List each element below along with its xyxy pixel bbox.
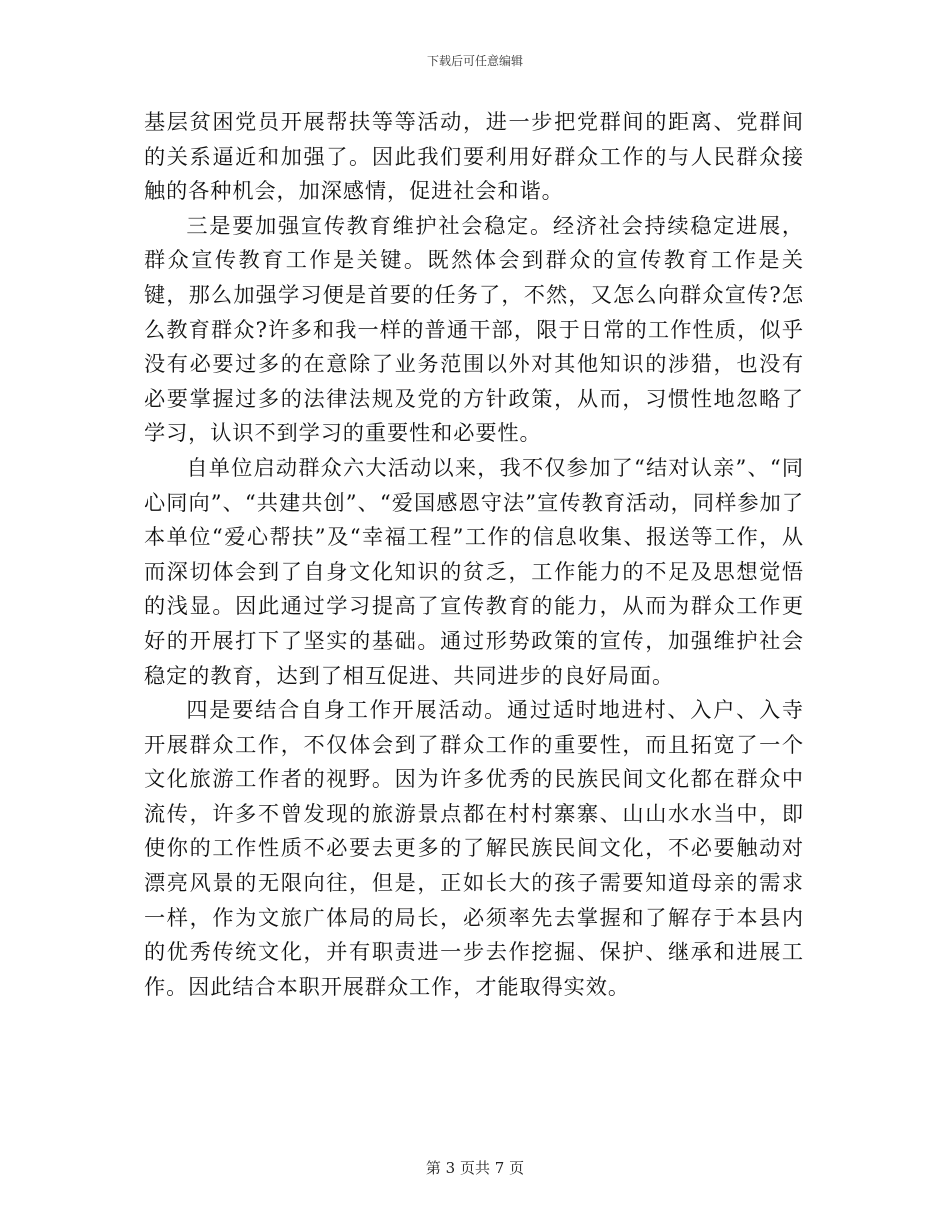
page-header-note: 下载后可任意编辑 xyxy=(426,54,523,68)
document-body xyxy=(144,105,804,1004)
paragraph-point-four: 四是要结合自身工作开展活动。通过适时地进村、入户、入寺开展群众工作，不仅体会到了群众工作的重要性，而且拓宽了一个文化旅游工作者的视野。因为许多优秀的民族民间文化都在群众中流传，许多不曾发现的旅游景点都在村村寨寨、山山水水当中，即使你的工作性质不必要去更多的了解民族民间文化，不必要触动对漂亮风景的无限向往，但是，正如长大的孩子需要知道母亲的需求一样，作为文旅广体局的局长，必须率先去掌握和了解存于本县内的优秀传统文化，并有职责进一步去作挖掘、保护、继承和进展工作。因此结合本职开展群众工作，才能取得实效。 xyxy=(144,697,804,999)
paragraph-continuation: 基层贫困党员开展帮扶等等活动，进一步把党群间的距离、党群间的关系逼近和加强了。因此我们要利用好群众工作的与人民群众接触的各种机会，加深感情，促进社会和谐。 xyxy=(144,109,804,204)
page-number: 第 3 页共 7 页 xyxy=(425,1159,525,1177)
paragraph-point-three: 三是要加强宣传教育维护社会稳定。经济社会持续稳定进展，群众宣传教育工作是关键。既然体会到群众的宣传教育工作是关键，那么加强学习便是首要的任务了，不然，又怎么向群众宣传?怎么教育群众?许多和我一样的普通干部，限于日常的工作性质，似乎没有必要过多的在意除了业务范围以外对其他知识的涉猎，也没有必要掌握过多的法律法规及党的方针政策，从而，习惯性地忽略了学习，认识不到学习的重要性和必要性。 xyxy=(144,212,804,446)
paragraph-activities: 自单位启动群众六大活动以来，我不仅参加了“结对认亲”、“同心同向”、“共建共创”、“爱国感恩守法”宣传教育活动，同样参加了本单位“爱心帮扶”及“幸福工程”工作的信息收集、报送等工作，从而深切体会到了自身文化知识的贫乏，工作能力的不足及思想觉悟的浅显。因此通过学习提高了宣传教育的能力，从而为群众工作更好的开展打下了坚实的基础。通过形势政策的宣传，加强维护社会稳定的教育，达到了相互促进、共同进步的良好局面。 xyxy=(144,454,804,688)
